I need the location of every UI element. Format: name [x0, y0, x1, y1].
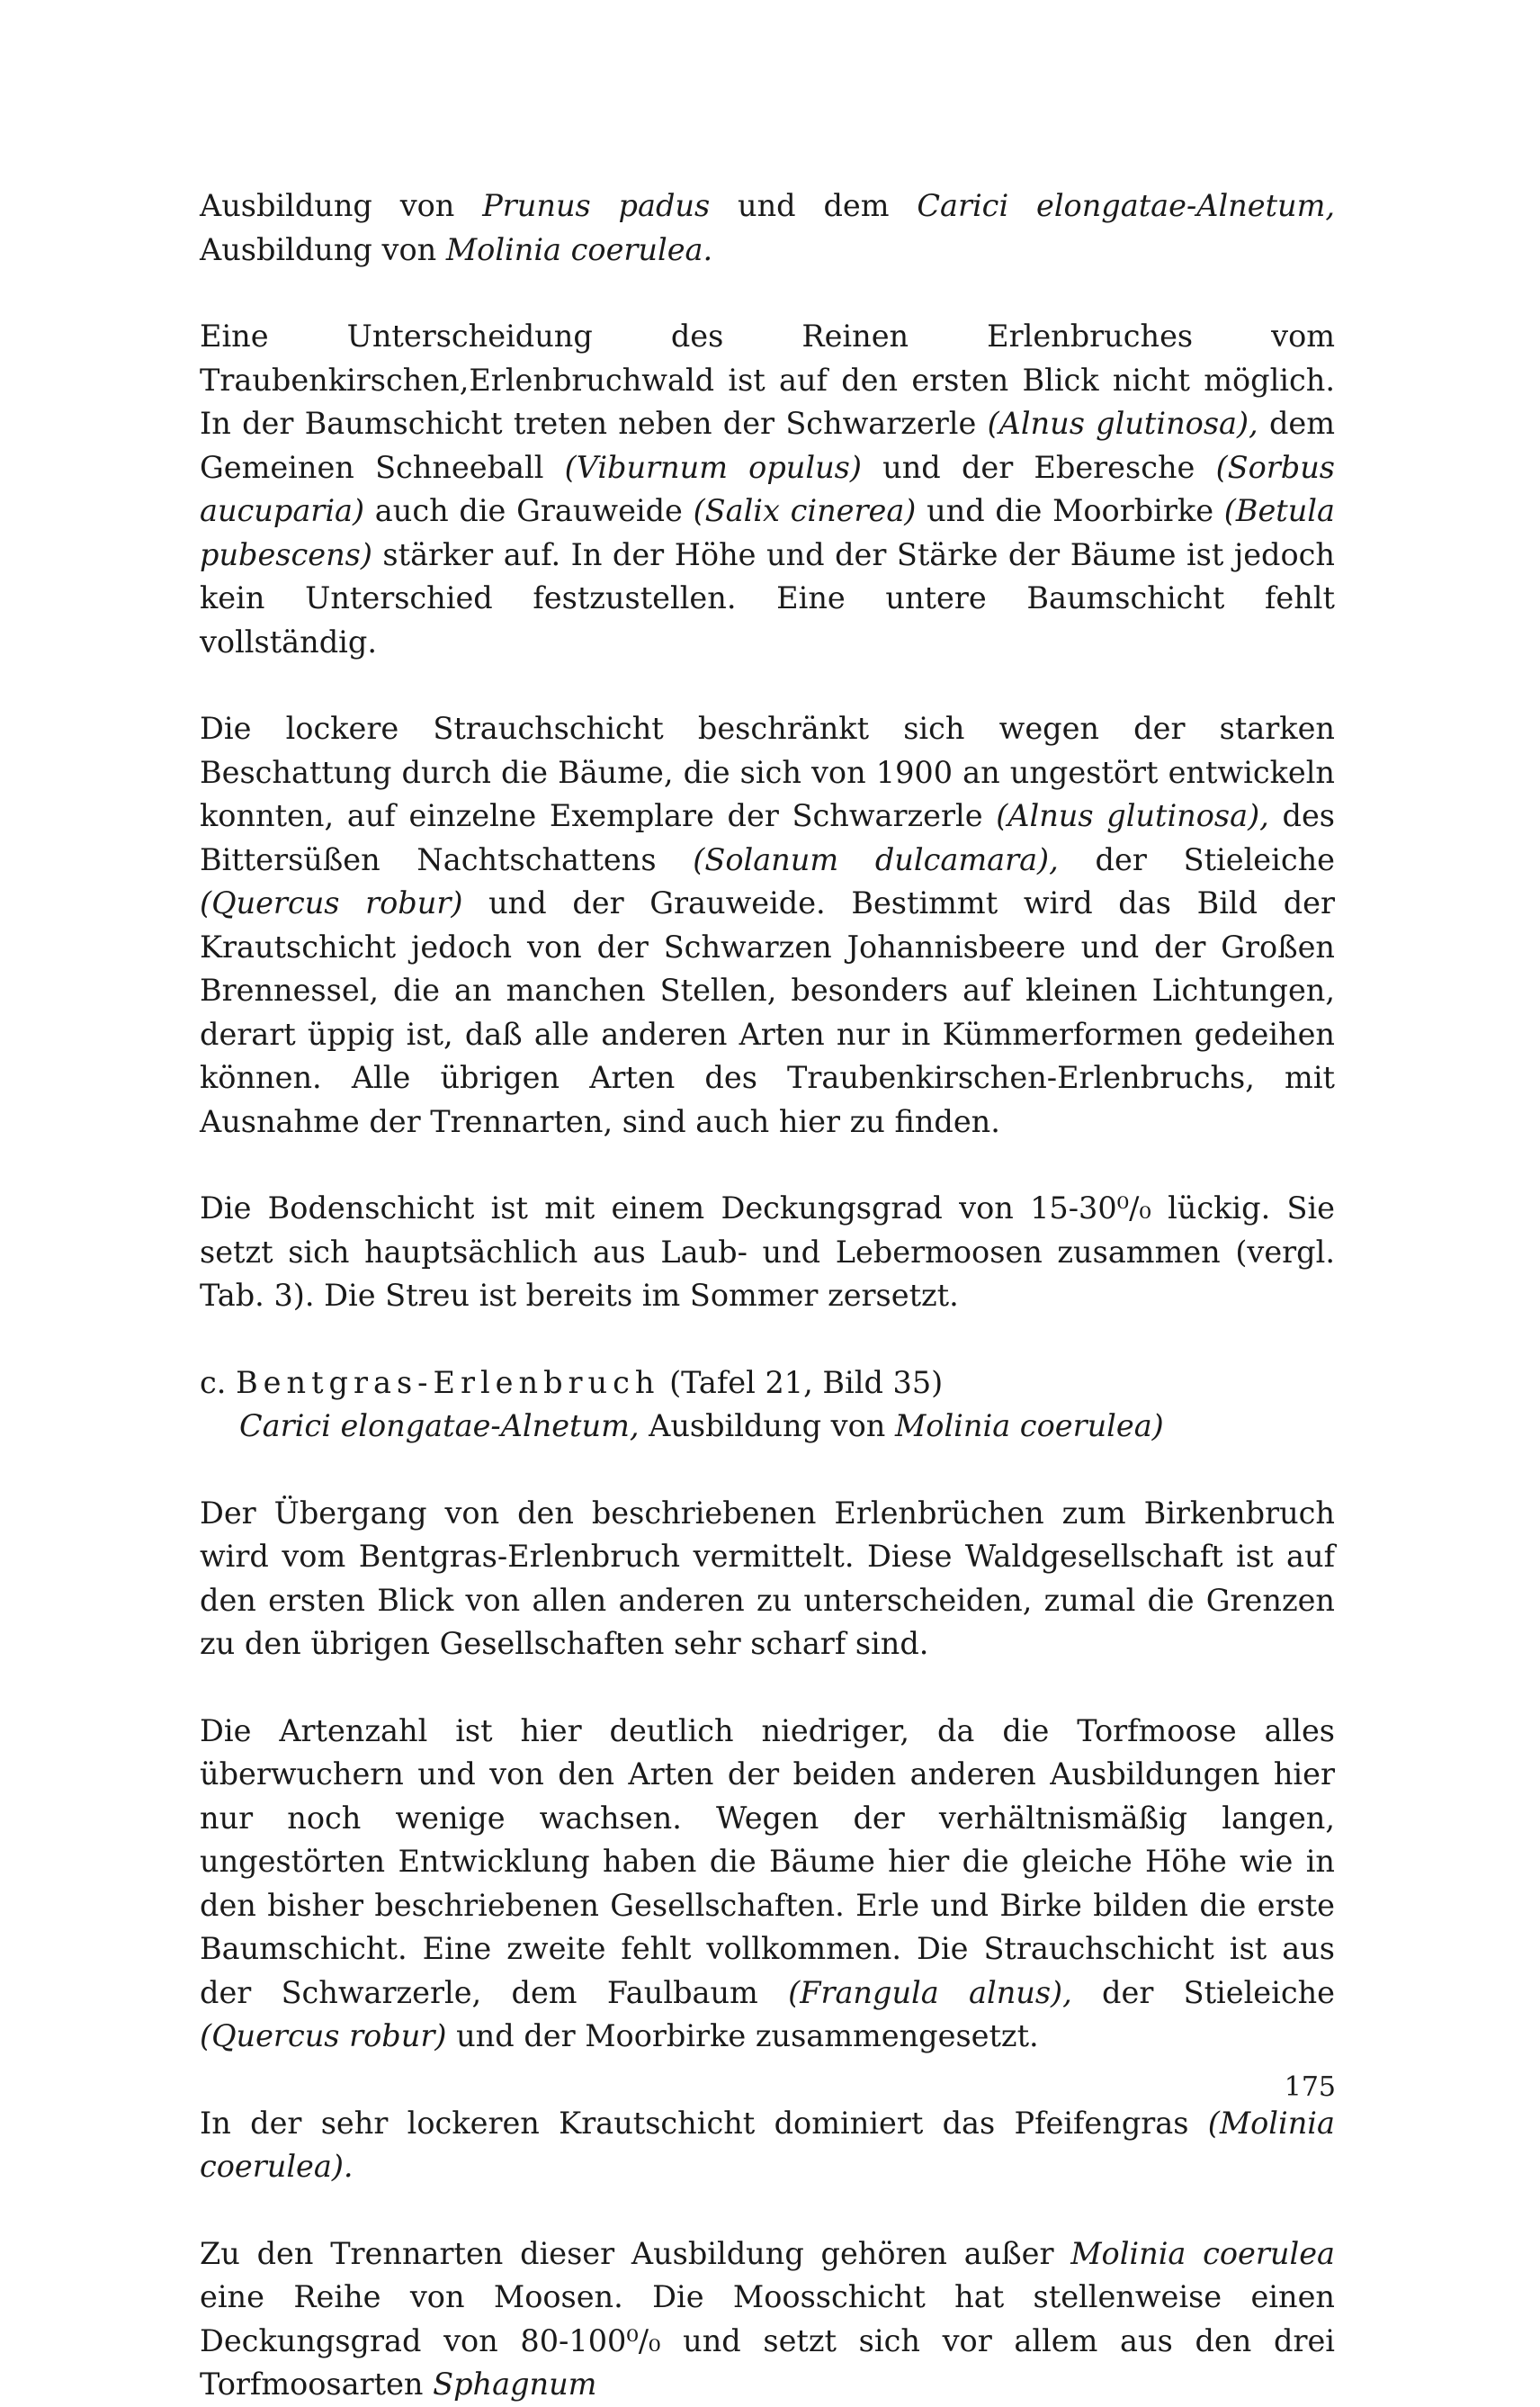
paragraph-run: des Bittersüßen Nachtschattens — [200, 798, 1335, 877]
paragraph-run-italic: (Sorbus aucuparia) — [200, 449, 1335, 528]
paragraph-run: Eine Unterscheidung des Reinen Erlenbruches vom Traubenkirschen,Erlenbruchwald ist auf den ersten Blick nicht möglich. In der Baumschicht treten neben der Schwarzerle — [200, 319, 1335, 441]
paragraph-run-italic: (Frangula alnus), — [788, 1974, 1072, 2010]
paragraph-run-italic: (Betula pubescens) — [200, 493, 1335, 572]
heading-subline-italic: Carici elongatae-Alnetum, — [239, 1408, 640, 1443]
paragraph-run-italic: (Alnus glutinosa), — [987, 406, 1258, 441]
paragraph-run: stärker auf. In der Höhe und der Stärke der Bäume ist jedoch kein Unterschied festzustellen. Eine untere Baumschicht fehlt vollständig. — [200, 536, 1335, 660]
heading-title: Bentgras-Erlenbruch — [236, 1364, 660, 1400]
paragraph-run-italic: Prunus padus — [482, 188, 711, 223]
paragraph-run: Die Bodenschicht ist mit einem Deckungsgrad von 15-30⁰/₀ lückig. Sie setzt sich hauptsächlich aus Laub- und Lebermoosen zusammen (vergl. Tab. 3). Die Streu ist bereits im Sommer zersetzt. — [200, 1190, 1335, 1313]
paragraph — [200, 315, 1335, 664]
paragraph-run: dem Gemeinen Schneeball — [200, 406, 1336, 485]
page-body — [200, 184, 1335, 2407]
paragraph-run-italic: (Solanum dulcamara), — [693, 841, 1059, 877]
page-number: 175 — [1284, 2071, 1336, 2103]
paragraph-run: und dem — [710, 188, 918, 223]
paragraph-run: Ausbildung von — [200, 188, 483, 223]
paragraph-run-italic: (Salix cinerea) — [693, 493, 917, 528]
paragraph-run: Ausbildung von — [200, 231, 446, 267]
paragraph — [200, 184, 1335, 272]
paragraph — [200, 1710, 1335, 2059]
section-heading — [200, 1361, 1335, 1449]
paragraph-run-italic: (Alnus glutinosa), — [996, 798, 1269, 833]
paragraph-run: und der Eberesche — [861, 449, 1216, 485]
paragraph-run: In der sehr lockeren Krautschicht dominiert das Pfeifengras — [200, 2105, 1208, 2141]
paragraph-run: und der Grauweide. Bestimmt wird das Bild der Krautschicht jedoch von der Schwarzen Johannisbeere und der Großen Brennessel, die an manchen Stellen, besonders auf kleinen Lichtungen, derart üppig ist, daß alle anderen Arten nur in Kümmerformen gedeihen können. Alle übrigen Arten des Traubenkirschen-Erlenbruchs, mit Ausnahme der Trennarten, sind auch hier zu finden. — [200, 885, 1335, 1139]
heading-subline — [200, 1405, 1335, 1449]
paragraph — [200, 707, 1335, 1144]
paragraph — [200, 2232, 1335, 2407]
paragraph-run: und die Moorbirke — [916, 493, 1224, 528]
paragraph-run-italic: Carici elongatae-Alnetum, — [917, 188, 1336, 223]
paragraph-run: Zu den Trennarten dieser Ausbildung gehören außer — [200, 2235, 1071, 2271]
heading-prefix: c. — [200, 1364, 237, 1400]
paragraph-run: Der Übergang von den beschriebenen Erlenbrüchen zum Birkenbruch wird vom Bentgras-Erlenbruch vermittelt. Diese Waldgesellschaft ist auf den ersten Blick von allen anderen zu unterscheiden, zumal die Grenzen zu den übrigen Gesellschaften sehr scharf sind. — [200, 1495, 1335, 1661]
paragraph — [200, 1187, 1335, 1318]
heading-subline-run: Ausbildung von — [639, 1408, 895, 1443]
heading-reference: (Tafel 21, Bild 35) — [659, 1364, 944, 1400]
paragraph-run: der Stieleiche — [1058, 841, 1335, 877]
paragraph-run-italic: (Quercus robur) — [200, 2018, 447, 2053]
paragraph-run: und der Moorbirke zusammengesetzt. — [446, 2018, 1039, 2053]
paragraph-run: auch die Grauweide — [364, 493, 694, 528]
heading-subline-italic: Molinia coerulea) — [895, 1408, 1164, 1443]
paragraph-run-italic: Molinia coerulea. — [445, 231, 713, 267]
paragraph-run: Die lockere Strauchschicht beschränkt sich wegen der starken Beschattung durch die Bäume, die sich von 1900 an ungestört entwickeln konnten, auf einzelne Exemplare der Schwarzerle — [200, 711, 1335, 833]
paragraph — [200, 2102, 1335, 2189]
paragraph-run: der Stieleiche — [1071, 1974, 1336, 2010]
paragraph-run-italic: (Viburnum opulus) — [564, 449, 862, 485]
paragraph-run: eine Reihe von Moosen. Die Moosschicht hat stellenweise einen Deckungsgrad von 80-100⁰/₀ und setzt sich vor allem aus den drei Torfmoosarten — [200, 2279, 1335, 2402]
paragraph-run-italic: (Quercus robur) — [200, 885, 463, 921]
paragraph-run-italic: Molinia coerulea — [1070, 2235, 1335, 2271]
paragraph — [200, 1492, 1335, 1666]
paragraph-run: Die Artenzahl ist hier deutlich niedriger, da die Torfmoose alles überwuchern und von den Arten der beiden anderen Ausbildungen hier nur noch wenige wachsen. Wegen der verhältnismäßig langen, ungestörten Entwicklung haben die Bäume hier die gleiche Höhe wie in den bisher beschriebenen Gesellschaften. Erle und Birke bilden die erste Baumschicht. Eine zweite fehlt vollkommen. Die Strauchschicht ist aus der Schwarzerle, dem Faulbaum — [200, 1712, 1335, 2010]
paragraph-run-italic: Sphagnum — [433, 2367, 597, 2402]
paragraph-run-italic: (Molinia coerulea). — [200, 2105, 1335, 2184]
